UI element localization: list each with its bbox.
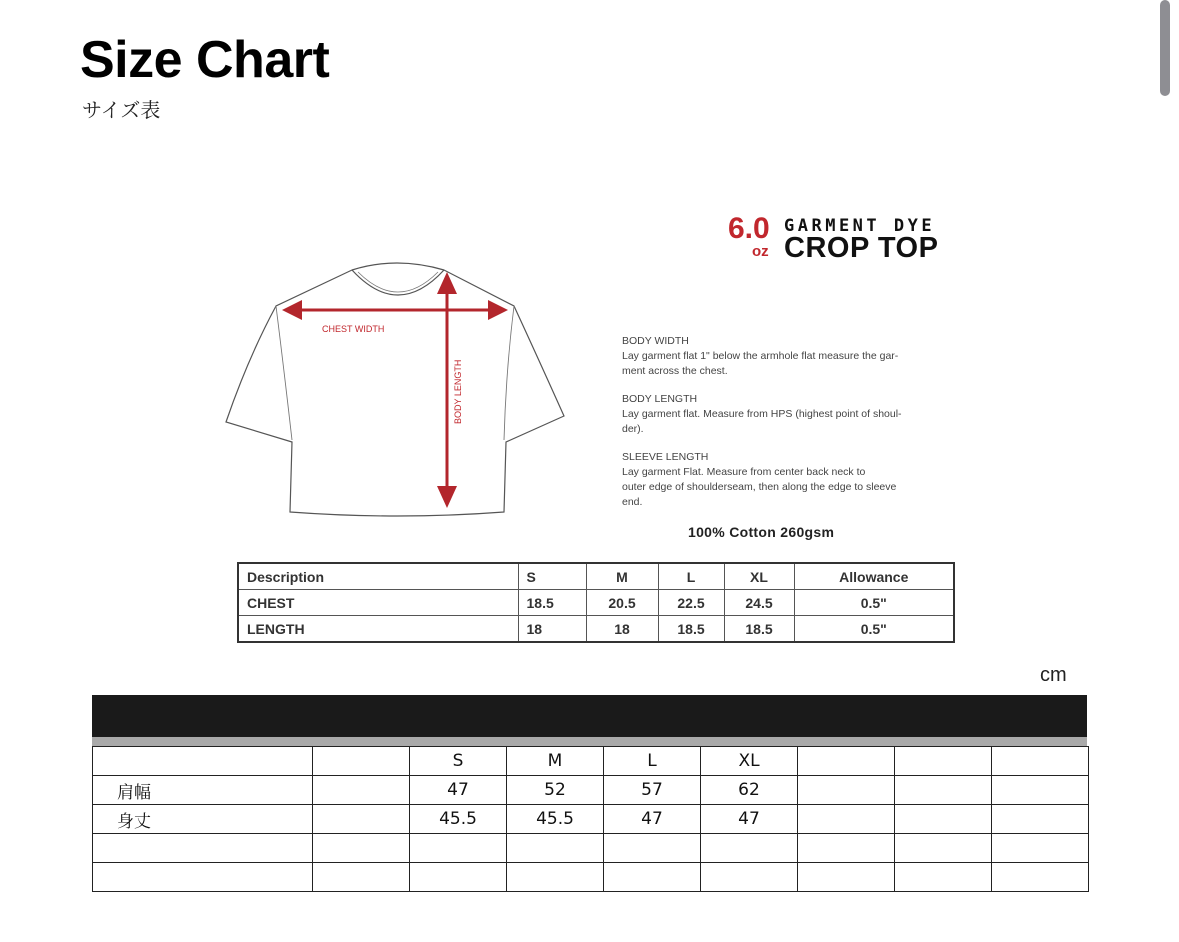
header-cell: M xyxy=(507,747,604,776)
table-cell xyxy=(992,776,1089,805)
table-cell: 52 xyxy=(507,776,604,805)
table-cell: LENGTH xyxy=(238,616,518,643)
table-cell xyxy=(701,834,798,863)
note-heading: BODY WIDTH xyxy=(622,335,689,347)
table-cell: 47 xyxy=(604,805,701,834)
table-cell: 47 xyxy=(410,776,507,805)
japanese-size-table xyxy=(92,746,1089,892)
header-cell xyxy=(313,747,410,776)
table-row xyxy=(238,590,954,616)
table-cell xyxy=(895,863,992,892)
shirt-diagram xyxy=(218,262,578,526)
table-cell xyxy=(507,863,604,892)
table-cell: 18.5 xyxy=(518,590,586,616)
shirt-outline xyxy=(226,263,564,516)
table-cell: 0.5" xyxy=(794,590,954,616)
table-cell: 18.5 xyxy=(724,616,794,643)
table-cell xyxy=(313,834,410,863)
table-cell: 18 xyxy=(518,616,586,643)
header-cell: S xyxy=(518,563,586,590)
table-row xyxy=(93,805,1089,834)
table-cell xyxy=(313,805,410,834)
table-cell xyxy=(895,776,992,805)
header-cell xyxy=(798,747,895,776)
note-text: Lay garment flat. Measure from HPS (highest point of shoul- der). xyxy=(622,408,902,435)
table-cell: 18.5 xyxy=(658,616,724,643)
header-cell xyxy=(992,747,1089,776)
table-header-row xyxy=(93,747,1089,776)
brand-line2: CROP TOP xyxy=(784,232,939,264)
note-heading: SLEEVE LENGTH xyxy=(622,451,709,463)
header-cell: XL xyxy=(701,747,798,776)
header-cell: Description xyxy=(238,563,518,590)
page-subtitle: サイズ表 xyxy=(82,98,161,122)
table-cell: 0.5" xyxy=(794,616,954,643)
note-body-length xyxy=(622,392,952,437)
table-cell: 18 xyxy=(586,616,658,643)
english-size-table xyxy=(237,562,955,643)
body-length-label: BODY LENGTH xyxy=(453,359,463,424)
brand-unit: oz xyxy=(752,243,769,260)
table-cell xyxy=(895,805,992,834)
table-row xyxy=(93,863,1089,892)
note-text: Lay garment Flat. Measure from center back neck to outer edge of shoulderseam, then along the edge to sleeve end. xyxy=(622,466,897,508)
scrollbar[interactable] xyxy=(1160,0,1170,96)
table-row xyxy=(93,776,1089,805)
header-cell: S xyxy=(410,747,507,776)
note-heading: BODY LENGTH xyxy=(622,393,698,405)
table-cell xyxy=(507,834,604,863)
table-cell xyxy=(798,863,895,892)
brand-line1: GARMENT DYE xyxy=(784,216,936,236)
table-cell: 45.5 xyxy=(507,805,604,834)
jp-table-header-bar xyxy=(92,695,1087,737)
table-cell xyxy=(992,834,1089,863)
table-cell xyxy=(798,776,895,805)
row-label xyxy=(93,834,313,863)
table-cell xyxy=(313,776,410,805)
page-title: Size Chart xyxy=(80,31,330,89)
fabric-info: 100% Cotton 260gsm xyxy=(688,524,835,540)
brand-heading xyxy=(728,212,958,268)
header-cell xyxy=(895,747,992,776)
table-row xyxy=(93,834,1089,863)
row-label: 身丈 xyxy=(93,805,313,834)
brand-weight: 6.0 xyxy=(728,212,770,245)
unit-label: cm xyxy=(1040,664,1067,686)
table-cell xyxy=(895,834,992,863)
table-cell: 62 xyxy=(701,776,798,805)
table-cell xyxy=(992,863,1089,892)
table-cell xyxy=(604,863,701,892)
header-cell: L xyxy=(658,563,724,590)
table-row xyxy=(238,616,954,643)
table-header-row xyxy=(238,563,954,590)
table-cell: 45.5 xyxy=(410,805,507,834)
row-label xyxy=(93,863,313,892)
header-cell: Allowance xyxy=(794,563,954,590)
table-cell: 22.5 xyxy=(658,590,724,616)
table-cell: CHEST xyxy=(238,590,518,616)
note-body-width xyxy=(622,334,952,379)
jp-table-header-strip xyxy=(92,737,1087,746)
note-sleeve-length xyxy=(622,450,952,510)
table-cell: 24.5 xyxy=(724,590,794,616)
table-cell xyxy=(701,863,798,892)
table-cell xyxy=(313,863,410,892)
note-text: Lay garment flat 1" below the armhole flat measure the gar- ment across the chest. xyxy=(622,350,899,377)
chest-width-label: CHEST WIDTH xyxy=(322,324,385,334)
table-cell xyxy=(604,834,701,863)
table-cell xyxy=(992,805,1089,834)
measurement-notes xyxy=(622,334,952,523)
header-cell: XL xyxy=(724,563,794,590)
table-cell: 57 xyxy=(604,776,701,805)
header-cell xyxy=(93,747,313,776)
table-cell xyxy=(410,834,507,863)
table-cell: 20.5 xyxy=(586,590,658,616)
header-cell: L xyxy=(604,747,701,776)
table-cell xyxy=(798,805,895,834)
table-cell xyxy=(798,834,895,863)
table-cell xyxy=(410,863,507,892)
row-label: 肩幅 xyxy=(93,776,313,805)
header-cell: M xyxy=(586,563,658,590)
table-cell: 47 xyxy=(701,805,798,834)
